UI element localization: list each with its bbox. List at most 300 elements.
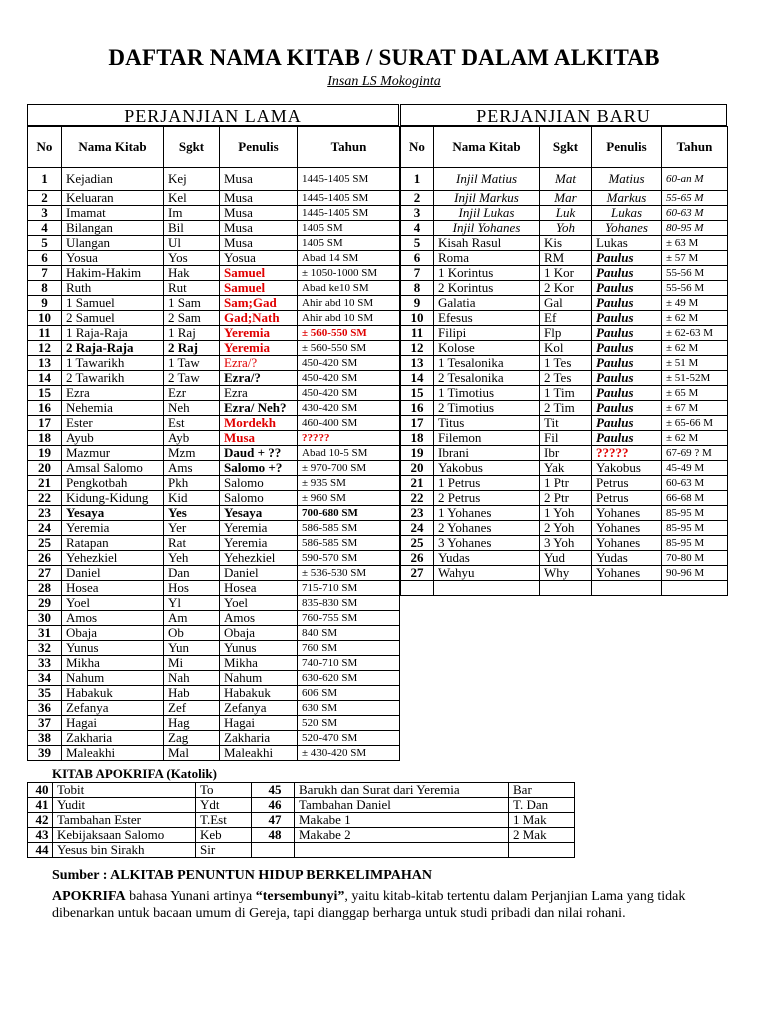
pl-book-name: Mazmur bbox=[62, 446, 164, 461]
pl-author: Samuel bbox=[220, 281, 298, 296]
pl-year: Ahir abd 10 SM bbox=[298, 311, 400, 326]
pl-row-no: 29 bbox=[28, 596, 62, 611]
pb-year: 85-95 M bbox=[662, 536, 728, 551]
pb-abbreviation: Kol bbox=[540, 341, 592, 356]
pl-row-no: 36 bbox=[28, 701, 62, 716]
pl-book-name: Pengkotbah bbox=[62, 476, 164, 491]
pl-abbreviation: 1 Sam bbox=[164, 296, 220, 311]
pl-author: Yeremia bbox=[220, 341, 298, 356]
pb-abbreviation: 2 Ptr bbox=[540, 491, 592, 506]
pb-empty-cell bbox=[540, 581, 592, 596]
pl-row-no: 35 bbox=[28, 686, 62, 701]
table-row bbox=[401, 206, 728, 221]
pb-row-no: 16 bbox=[401, 401, 434, 416]
pl-year: ± 970-700 SM bbox=[298, 461, 400, 476]
pb-author: Paulus bbox=[592, 341, 662, 356]
pl-year: ± 536-530 SM bbox=[298, 566, 400, 581]
pl-abbreviation: 2 Taw bbox=[164, 371, 220, 386]
pb-year: 90-96 M bbox=[662, 566, 728, 581]
pl-author: Daniel bbox=[220, 566, 298, 581]
apok-book: Tobit bbox=[53, 783, 196, 798]
pl-author: Hosea bbox=[220, 581, 298, 596]
pl-row-no: 15 bbox=[28, 386, 62, 401]
pl-row-no: 26 bbox=[28, 551, 62, 566]
table-row bbox=[401, 371, 728, 386]
pl-row-no: 2 bbox=[28, 191, 62, 206]
table-row bbox=[401, 401, 728, 416]
pl-row-no: 12 bbox=[28, 341, 62, 356]
pb-row-no: 7 bbox=[401, 266, 434, 281]
pl-row-no: 10 bbox=[28, 311, 62, 326]
pl-year: 590-570 SM bbox=[298, 551, 400, 566]
pl-author: Yeremia bbox=[220, 521, 298, 536]
pl-author: Mordekh bbox=[220, 416, 298, 431]
table-row bbox=[401, 311, 728, 326]
pb-year: 55-56 M bbox=[662, 281, 728, 296]
pl-row-no: 21 bbox=[28, 476, 62, 491]
pb-empty-cell bbox=[592, 581, 662, 596]
pb-abbreviation: 2 Tim bbox=[540, 401, 592, 416]
pl-abbreviation: Im bbox=[164, 206, 220, 221]
pb-book-name: Ibrani bbox=[434, 446, 540, 461]
pl-author: Ezra/ Neh? bbox=[220, 401, 298, 416]
apok-book: Kebijaksaan Salomo bbox=[53, 828, 196, 843]
pb-year: ± 49 M bbox=[662, 296, 728, 311]
pl-year: 760 SM bbox=[298, 641, 400, 656]
apok-no: 42 bbox=[28, 813, 53, 828]
table-row bbox=[401, 266, 728, 281]
pl-author: Musa bbox=[220, 191, 298, 206]
pl-author: Yehezkiel bbox=[220, 551, 298, 566]
table-row bbox=[28, 341, 400, 356]
pb-abbreviation: 2 Kor bbox=[540, 281, 592, 296]
pb-row-no: 6 bbox=[401, 251, 434, 266]
pl-abbreviation: Mal bbox=[164, 746, 220, 761]
pl-abbreviation: Kel bbox=[164, 191, 220, 206]
note-quote: “tersembunyi” bbox=[255, 889, 345, 904]
pb-author: Yudas bbox=[592, 551, 662, 566]
pb-year: 60-63 M bbox=[662, 206, 728, 221]
apok-abbr: T.Est bbox=[196, 813, 252, 828]
apok-no: 43 bbox=[28, 828, 53, 843]
pb-author: Yohanes bbox=[592, 506, 662, 521]
pl-book-name: Yunus bbox=[62, 641, 164, 656]
pb-author: Yohanes bbox=[592, 221, 662, 236]
pb-abbreviation: 1 Ptr bbox=[540, 476, 592, 491]
pl-author: Musa bbox=[220, 221, 298, 236]
table-row bbox=[401, 506, 728, 521]
pl-row-no: 13 bbox=[28, 356, 62, 371]
perjanjian-baru-heading: PERJANJIAN BARU bbox=[400, 104, 727, 126]
apok-book-2: Barukh dan Surat dari Yeremia bbox=[295, 783, 509, 798]
apokrifa-note bbox=[52, 888, 732, 922]
table-row bbox=[28, 656, 400, 671]
table-row bbox=[401, 281, 728, 296]
pb-author: Lukas bbox=[592, 206, 662, 221]
pl-book-name: Obaja bbox=[62, 626, 164, 641]
pb-author: Paulus bbox=[592, 416, 662, 431]
table-row bbox=[28, 296, 400, 311]
perjanjian-baru-table bbox=[400, 126, 728, 596]
pl-abbreviation: Mi bbox=[164, 656, 220, 671]
pl-author: Nahum bbox=[220, 671, 298, 686]
pl-year: 1405 SM bbox=[298, 236, 400, 251]
pl-year: 450-420 SM bbox=[298, 386, 400, 401]
table-row bbox=[28, 551, 400, 566]
pl-author: Ezra bbox=[220, 386, 298, 401]
table-row bbox=[401, 536, 728, 551]
pl-author: Yunus bbox=[220, 641, 298, 656]
pl-abbreviation: Ezr bbox=[164, 386, 220, 401]
pl-header-no: No bbox=[28, 127, 62, 168]
apok-book: Tambahan Ester bbox=[53, 813, 196, 828]
apokrifa-row bbox=[28, 828, 575, 843]
pl-header-sgkt: Sgkt bbox=[164, 127, 220, 168]
pl-row-no: 8 bbox=[28, 281, 62, 296]
pb-author: Yohanes bbox=[592, 536, 662, 551]
pb-row-no: 23 bbox=[401, 506, 434, 521]
pl-abbreviation: Hos bbox=[164, 581, 220, 596]
apok-no: 41 bbox=[28, 798, 53, 813]
pb-abbreviation: Mat bbox=[540, 168, 592, 191]
pl-author: Yeremia bbox=[220, 326, 298, 341]
table-row bbox=[401, 168, 728, 191]
pl-abbreviation: Kid bbox=[164, 491, 220, 506]
pb-header-row bbox=[401, 127, 728, 168]
pl-abbreviation: Yos bbox=[164, 251, 220, 266]
pl-author: Salomo bbox=[220, 491, 298, 506]
pb-abbreviation: Kis bbox=[540, 236, 592, 251]
pb-book-name: Wahyu bbox=[434, 566, 540, 581]
pl-book-name: Ruth bbox=[62, 281, 164, 296]
pb-row-no: 22 bbox=[401, 491, 434, 506]
pl-book-name: Daniel bbox=[62, 566, 164, 581]
pb-abbreviation: Flp bbox=[540, 326, 592, 341]
pl-row-no: 24 bbox=[28, 521, 62, 536]
pb-abbreviation: 1 Kor bbox=[540, 266, 592, 281]
source-line: Sumber : ALKITAB PENUNTUN HIDUP BERKELIMPAHAN bbox=[52, 868, 432, 883]
empty-row bbox=[401, 581, 728, 596]
pl-abbreviation: Nah bbox=[164, 671, 220, 686]
pl-book-name: Imamat bbox=[62, 206, 164, 221]
pb-author: Yakobus bbox=[592, 461, 662, 476]
perjanjian-baru-panel bbox=[400, 104, 727, 596]
pb-year: ± 65 M bbox=[662, 386, 728, 401]
pl-book-name: 1 Tawarikh bbox=[62, 356, 164, 371]
pb-header-no: No bbox=[401, 127, 434, 168]
apok-no-2: 46 bbox=[252, 798, 295, 813]
pl-book-name: Kidung-Kidung bbox=[62, 491, 164, 506]
pl-year: ± 560-550 SM bbox=[298, 341, 400, 356]
table-row bbox=[401, 551, 728, 566]
table-row bbox=[28, 356, 400, 371]
pb-row-no: 12 bbox=[401, 341, 434, 356]
pb-abbreviation: Why bbox=[540, 566, 592, 581]
pl-abbreviation: Bil bbox=[164, 221, 220, 236]
table-row bbox=[28, 731, 400, 746]
pl-row-no: 34 bbox=[28, 671, 62, 686]
pl-abbreviation: Dan bbox=[164, 566, 220, 581]
pl-book-name: Nahum bbox=[62, 671, 164, 686]
pb-book-name: Kolose bbox=[434, 341, 540, 356]
pl-row-no: 4 bbox=[28, 221, 62, 236]
pl-author: Salomo +? bbox=[220, 461, 298, 476]
table-row bbox=[28, 686, 400, 701]
pl-abbreviation: Yeh bbox=[164, 551, 220, 566]
pl-book-name: Zakharia bbox=[62, 731, 164, 746]
pl-book-name: Yeremia bbox=[62, 521, 164, 536]
pl-abbreviation: 2 Sam bbox=[164, 311, 220, 326]
pb-book-name: 1 Timotius bbox=[434, 386, 540, 401]
pb-author: Lukas bbox=[592, 236, 662, 251]
pl-author: Amos bbox=[220, 611, 298, 626]
pl-abbreviation: Neh bbox=[164, 401, 220, 416]
pb-author: Paulus bbox=[592, 386, 662, 401]
pl-book-name: Hagai bbox=[62, 716, 164, 731]
pl-abbreviation: Yun bbox=[164, 641, 220, 656]
apok-book: Yudit bbox=[53, 798, 196, 813]
pb-book-name: Efesus bbox=[434, 311, 540, 326]
pb-year: 70-80 M bbox=[662, 551, 728, 566]
pl-abbreviation: Am bbox=[164, 611, 220, 626]
pb-year: 85-95 M bbox=[662, 506, 728, 521]
table-row bbox=[28, 476, 400, 491]
table-row bbox=[28, 566, 400, 581]
pb-header-nama-kitab: Nama Kitab bbox=[434, 127, 540, 168]
apok-abbr-2: 2 Mak bbox=[509, 828, 575, 843]
apok-book-2 bbox=[295, 843, 509, 858]
pl-header-tahun: Tahun bbox=[298, 127, 400, 168]
table-row bbox=[28, 671, 400, 686]
table-row bbox=[28, 626, 400, 641]
pl-abbreviation: Kej bbox=[164, 168, 220, 191]
pl-year: 1405 SM bbox=[298, 221, 400, 236]
pl-abbreviation: Rut bbox=[164, 281, 220, 296]
pb-row-no: 3 bbox=[401, 206, 434, 221]
pl-book-name: Habakuk bbox=[62, 686, 164, 701]
pb-row-no: 4 bbox=[401, 221, 434, 236]
pb-year: 80-95 M bbox=[662, 221, 728, 236]
pl-year: ????? bbox=[298, 431, 400, 446]
pb-author: Paulus bbox=[592, 356, 662, 371]
pb-year: ± 51 M bbox=[662, 356, 728, 371]
pl-book-name: 1 Raja-Raja bbox=[62, 326, 164, 341]
pl-row-no: 27 bbox=[28, 566, 62, 581]
pb-abbreviation: Tit bbox=[540, 416, 592, 431]
pl-book-name: Yehezkiel bbox=[62, 551, 164, 566]
pl-author: Daud + ?? bbox=[220, 446, 298, 461]
pb-book-name: Filemon bbox=[434, 431, 540, 446]
apok-no-2: 45 bbox=[252, 783, 295, 798]
pl-book-name: Yoel bbox=[62, 596, 164, 611]
pb-row-no: 5 bbox=[401, 236, 434, 251]
pl-author: Maleakhi bbox=[220, 746, 298, 761]
pl-abbreviation: Mzm bbox=[164, 446, 220, 461]
pl-book-name: 2 Raja-Raja bbox=[62, 341, 164, 356]
pl-book-name: Nehemia bbox=[62, 401, 164, 416]
pl-author: Obaja bbox=[220, 626, 298, 641]
pl-year: Abad 10-5 SM bbox=[298, 446, 400, 461]
author-subtitle: Insan LS Mokoginta bbox=[327, 74, 441, 89]
pb-row-no: 9 bbox=[401, 296, 434, 311]
note-term: APOKRIFA bbox=[52, 889, 126, 904]
apok-no-2: 47 bbox=[252, 813, 295, 828]
table-row bbox=[28, 281, 400, 296]
table-row bbox=[28, 596, 400, 611]
table-row bbox=[401, 296, 728, 311]
pb-author: Paulus bbox=[592, 251, 662, 266]
apokrifa-table bbox=[27, 782, 575, 858]
pb-book-name: 1 Petrus bbox=[434, 476, 540, 491]
table-row bbox=[28, 416, 400, 431]
pb-abbreviation: Gal bbox=[540, 296, 592, 311]
note-text-2: , yaitu kitab-kitab tertentu dalam Perjanjian Lama yang tidak dibenarkan untuk bacaan umum di Gereja, tapi dianggap berharga untuk studi pribadi dan nilai rohani. bbox=[52, 889, 686, 921]
pb-year: ± 62 M bbox=[662, 311, 728, 326]
pb-book-name: Kisah Rasul bbox=[434, 236, 540, 251]
table-row bbox=[28, 746, 400, 761]
pl-abbreviation: 1 Taw bbox=[164, 356, 220, 371]
apok-no-2 bbox=[252, 843, 295, 858]
table-row bbox=[28, 206, 400, 221]
pl-abbreviation: Hab bbox=[164, 686, 220, 701]
pl-book-name: Ester bbox=[62, 416, 164, 431]
note-text-1: bahasa Yunani artinya bbox=[125, 889, 256, 904]
pb-author: Paulus bbox=[592, 266, 662, 281]
pb-abbreviation: 2 Tes bbox=[540, 371, 592, 386]
pb-row-no: 14 bbox=[401, 371, 434, 386]
pl-author: Yeremia bbox=[220, 536, 298, 551]
pl-abbreviation: Est bbox=[164, 416, 220, 431]
pl-year: 1445-1405 SM bbox=[298, 168, 400, 191]
pb-year: 60-an M bbox=[662, 168, 728, 191]
pb-abbreviation: 2 Yoh bbox=[540, 521, 592, 536]
pl-year: ± 560-550 SM bbox=[298, 326, 400, 341]
pl-book-name: Hosea bbox=[62, 581, 164, 596]
pl-author: Ezra/? bbox=[220, 371, 298, 386]
pb-abbreviation: Yak bbox=[540, 461, 592, 476]
pb-year: 45-49 M bbox=[662, 461, 728, 476]
table-row bbox=[401, 521, 728, 536]
apok-abbr: To bbox=[196, 783, 252, 798]
pl-year: 700-680 SM bbox=[298, 506, 400, 521]
pl-row-no: 18 bbox=[28, 431, 62, 446]
pl-header-row bbox=[28, 127, 400, 168]
pl-book-name: Bilangan bbox=[62, 221, 164, 236]
pb-author: Yohanes bbox=[592, 566, 662, 581]
pl-author: Musa bbox=[220, 431, 298, 446]
pl-row-no: 5 bbox=[28, 236, 62, 251]
perjanjian-lama-heading: PERJANJIAN LAMA bbox=[27, 104, 399, 126]
pb-year: ± 63 M bbox=[662, 236, 728, 251]
pb-row-no: 24 bbox=[401, 521, 434, 536]
pl-book-name: Yosua bbox=[62, 251, 164, 266]
pl-author: Yesaya bbox=[220, 506, 298, 521]
pb-year: 66-68 M bbox=[662, 491, 728, 506]
pb-empty-cell bbox=[662, 581, 728, 596]
table-row bbox=[28, 536, 400, 551]
table-row bbox=[401, 461, 728, 476]
pb-year: 67-69 ? M bbox=[662, 446, 728, 461]
table-row bbox=[28, 611, 400, 626]
pl-row-no: 23 bbox=[28, 506, 62, 521]
pl-row-no: 30 bbox=[28, 611, 62, 626]
pl-row-no: 22 bbox=[28, 491, 62, 506]
pl-book-name: Hakim-Hakim bbox=[62, 266, 164, 281]
pl-year: ± 935 SM bbox=[298, 476, 400, 491]
pl-author: Yoel bbox=[220, 596, 298, 611]
table-row bbox=[401, 251, 728, 266]
table-row bbox=[28, 221, 400, 236]
pl-year: 840 SM bbox=[298, 626, 400, 641]
pl-author: Zakharia bbox=[220, 731, 298, 746]
pl-row-no: 31 bbox=[28, 626, 62, 641]
pb-row-no: 20 bbox=[401, 461, 434, 476]
pb-author: Paulus bbox=[592, 326, 662, 341]
pl-year: 835-830 SM bbox=[298, 596, 400, 611]
pl-row-no: 7 bbox=[28, 266, 62, 281]
pl-book-name: Amos bbox=[62, 611, 164, 626]
table-row bbox=[28, 491, 400, 506]
pl-row-no: 6 bbox=[28, 251, 62, 266]
pb-book-name: Filipi bbox=[434, 326, 540, 341]
table-row bbox=[28, 641, 400, 656]
pb-book-name: Galatia bbox=[434, 296, 540, 311]
pl-book-name: 2 Samuel bbox=[62, 311, 164, 326]
pb-year: 85-95 M bbox=[662, 521, 728, 536]
pl-author: Gad;Nath bbox=[220, 311, 298, 326]
pl-year: 586-585 SM bbox=[298, 521, 400, 536]
pb-author: Matius bbox=[592, 168, 662, 191]
pl-row-no: 38 bbox=[28, 731, 62, 746]
pl-abbreviation: Hak bbox=[164, 266, 220, 281]
pb-book-name: 3 Yohanes bbox=[434, 536, 540, 551]
table-row bbox=[28, 446, 400, 461]
pl-year: 450-420 SM bbox=[298, 356, 400, 371]
apok-book-2: Makabe 1 bbox=[295, 813, 509, 828]
pb-abbreviation: Fil bbox=[540, 431, 592, 446]
pl-year: Abad 14 SM bbox=[298, 251, 400, 266]
pb-row-no: 19 bbox=[401, 446, 434, 461]
pl-author: Habakuk bbox=[220, 686, 298, 701]
pl-year: 586-585 SM bbox=[298, 536, 400, 551]
pl-author: Samuel bbox=[220, 266, 298, 281]
pl-abbreviation: Rat bbox=[164, 536, 220, 551]
pb-header-sgkt: Sgkt bbox=[540, 127, 592, 168]
pl-book-name: Amsal Salomo bbox=[62, 461, 164, 476]
pl-year: 1445-1405 SM bbox=[298, 191, 400, 206]
pl-year: 715-710 SM bbox=[298, 581, 400, 596]
pb-author: Paulus bbox=[592, 371, 662, 386]
pb-row-no: 2 bbox=[401, 191, 434, 206]
pl-book-name: Mikha bbox=[62, 656, 164, 671]
pl-book-name: 1 Samuel bbox=[62, 296, 164, 311]
pb-year: ± 62-63 M bbox=[662, 326, 728, 341]
apok-abbr: Sir bbox=[196, 843, 252, 858]
apok-no: 44 bbox=[28, 843, 53, 858]
pl-year: 740-710 SM bbox=[298, 656, 400, 671]
pl-abbreviation: Zag bbox=[164, 731, 220, 746]
pl-row-no: 25 bbox=[28, 536, 62, 551]
pb-row-no: 27 bbox=[401, 566, 434, 581]
pl-book-name: Zefanya bbox=[62, 701, 164, 716]
pb-book-name: Injil Yohanes bbox=[434, 221, 540, 236]
pb-row-no: 13 bbox=[401, 356, 434, 371]
pl-row-no: 33 bbox=[28, 656, 62, 671]
pl-abbreviation: Ams bbox=[164, 461, 220, 476]
pl-book-name: Maleakhi bbox=[62, 746, 164, 761]
pb-book-name: Injil Matius bbox=[434, 168, 540, 191]
table-row bbox=[28, 506, 400, 521]
